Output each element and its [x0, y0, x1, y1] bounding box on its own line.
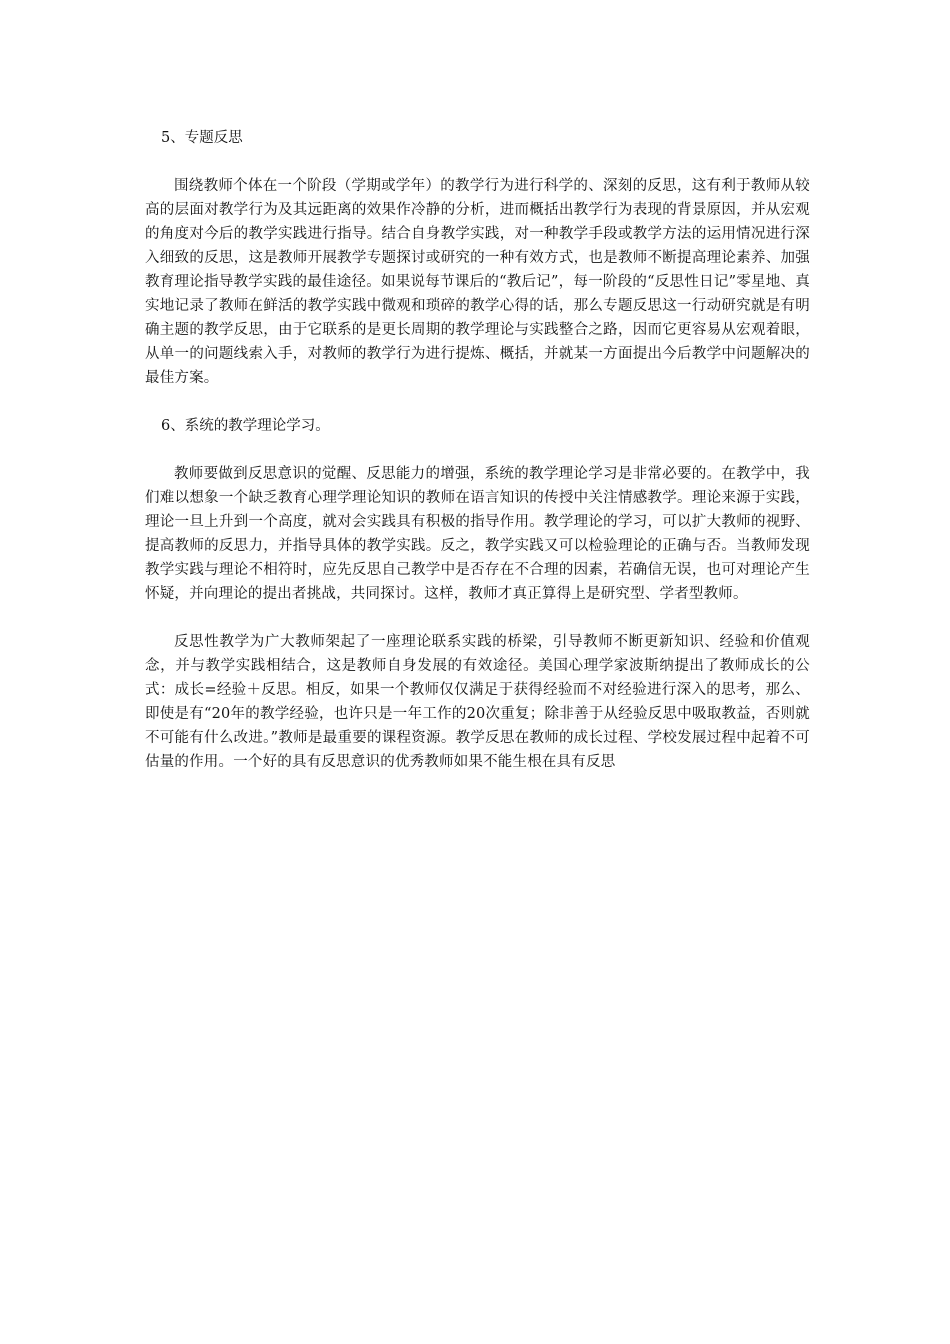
document-body: [145, 126, 810, 774]
section-5-paragraph: 围绕教师个体在一个阶段（学期或学年）的教学行为进行科学的、深刻的反思，这有利于教师从较高的层面对教学行为及其远距离的效果作冷静的分析，进而概括出教学行为表现的背景原因，并从宏观的角度对今后的教学实践进行指导。结合自身教学实践，对一种教学手段或教学方法的运用情况进行深入细致的反思，这是教师开展教学专题探讨或研究的一种有效方式，也是教师不断提高理论素养、加强教育理论指导教学实践的最佳途径。如果说每节课后的“教后记”，每一阶段的“反思性日记”零星地、真实地记录了教师在鲜活的教学实践中微观和琐碎的教学心得的话，那么专题反思这一行动研究就是有明确主题的教学反思，由于它联系的是更长周期的教学理论与实践整合之路，因而它更容易从宏观着眼，从单一的问题线索入手，对教师的教学行为进行提炼、概括，并就某一方面提出今后教学中问题解决的最佳方案。: [145, 178, 810, 386]
section-6-paragraph-1: 教师要做到反思意识的觉醒、反思能力的增强，系统的教学理论学习是非常必要的。在教学中，我们难以想象一个缺乏教育心理学理论知识的教师在语言知识的传授中关注情感教学。理论来源于实践，理论一旦上升到一个高度，就对会实践具有积极的指导作用。教学理论的学习，可以扩大教师的视野、提高教师的反思力，并指导具体的教学实践。反之，教学实践又可以检验理论的正确与否。当教师发现教学实践与理论不相符时，应先反思自己教学中是否存在不合理的因素，若确信无误，也可对理论产生怀疑，并向理论的提出者挑战，共同探讨。这样，教师才真正算得上是研究型、学者型教师。: [145, 466, 810, 602]
spacer: [145, 438, 810, 462]
section-5-heading: 5、专题反思: [161, 130, 243, 146]
spacer: [145, 606, 810, 630]
spacer: [145, 150, 810, 174]
section-6-paragraph-2: 反思性教学为广大教师架起了一座理论联系实践的桥梁，引导教师不断更新知识、经验和价值观念，并与教学实践相结合，这是教师自身发展的有效途径。美国心理学家波斯纳提出了教师成长的公式：成长=经验＋反思。相反，如果一个教师仅仅满足于获得经验而不对经验进行深入的思考，那么、即使是有“20年的教学经验，也许只是一年工作的20次重复；除非善于从经验反思中吸取教益，否则就不可能有什么改进。”教师是最重要的课程资源。教学反思在教师的成长过程、学校发展过程中起着不可估量的作用。一个好的具有反思意识的优秀教师如果不能生根在具有反思: [145, 634, 810, 770]
section-6-heading: 6、系统的教学理论学习。: [161, 418, 330, 434]
spacer: [145, 390, 810, 414]
